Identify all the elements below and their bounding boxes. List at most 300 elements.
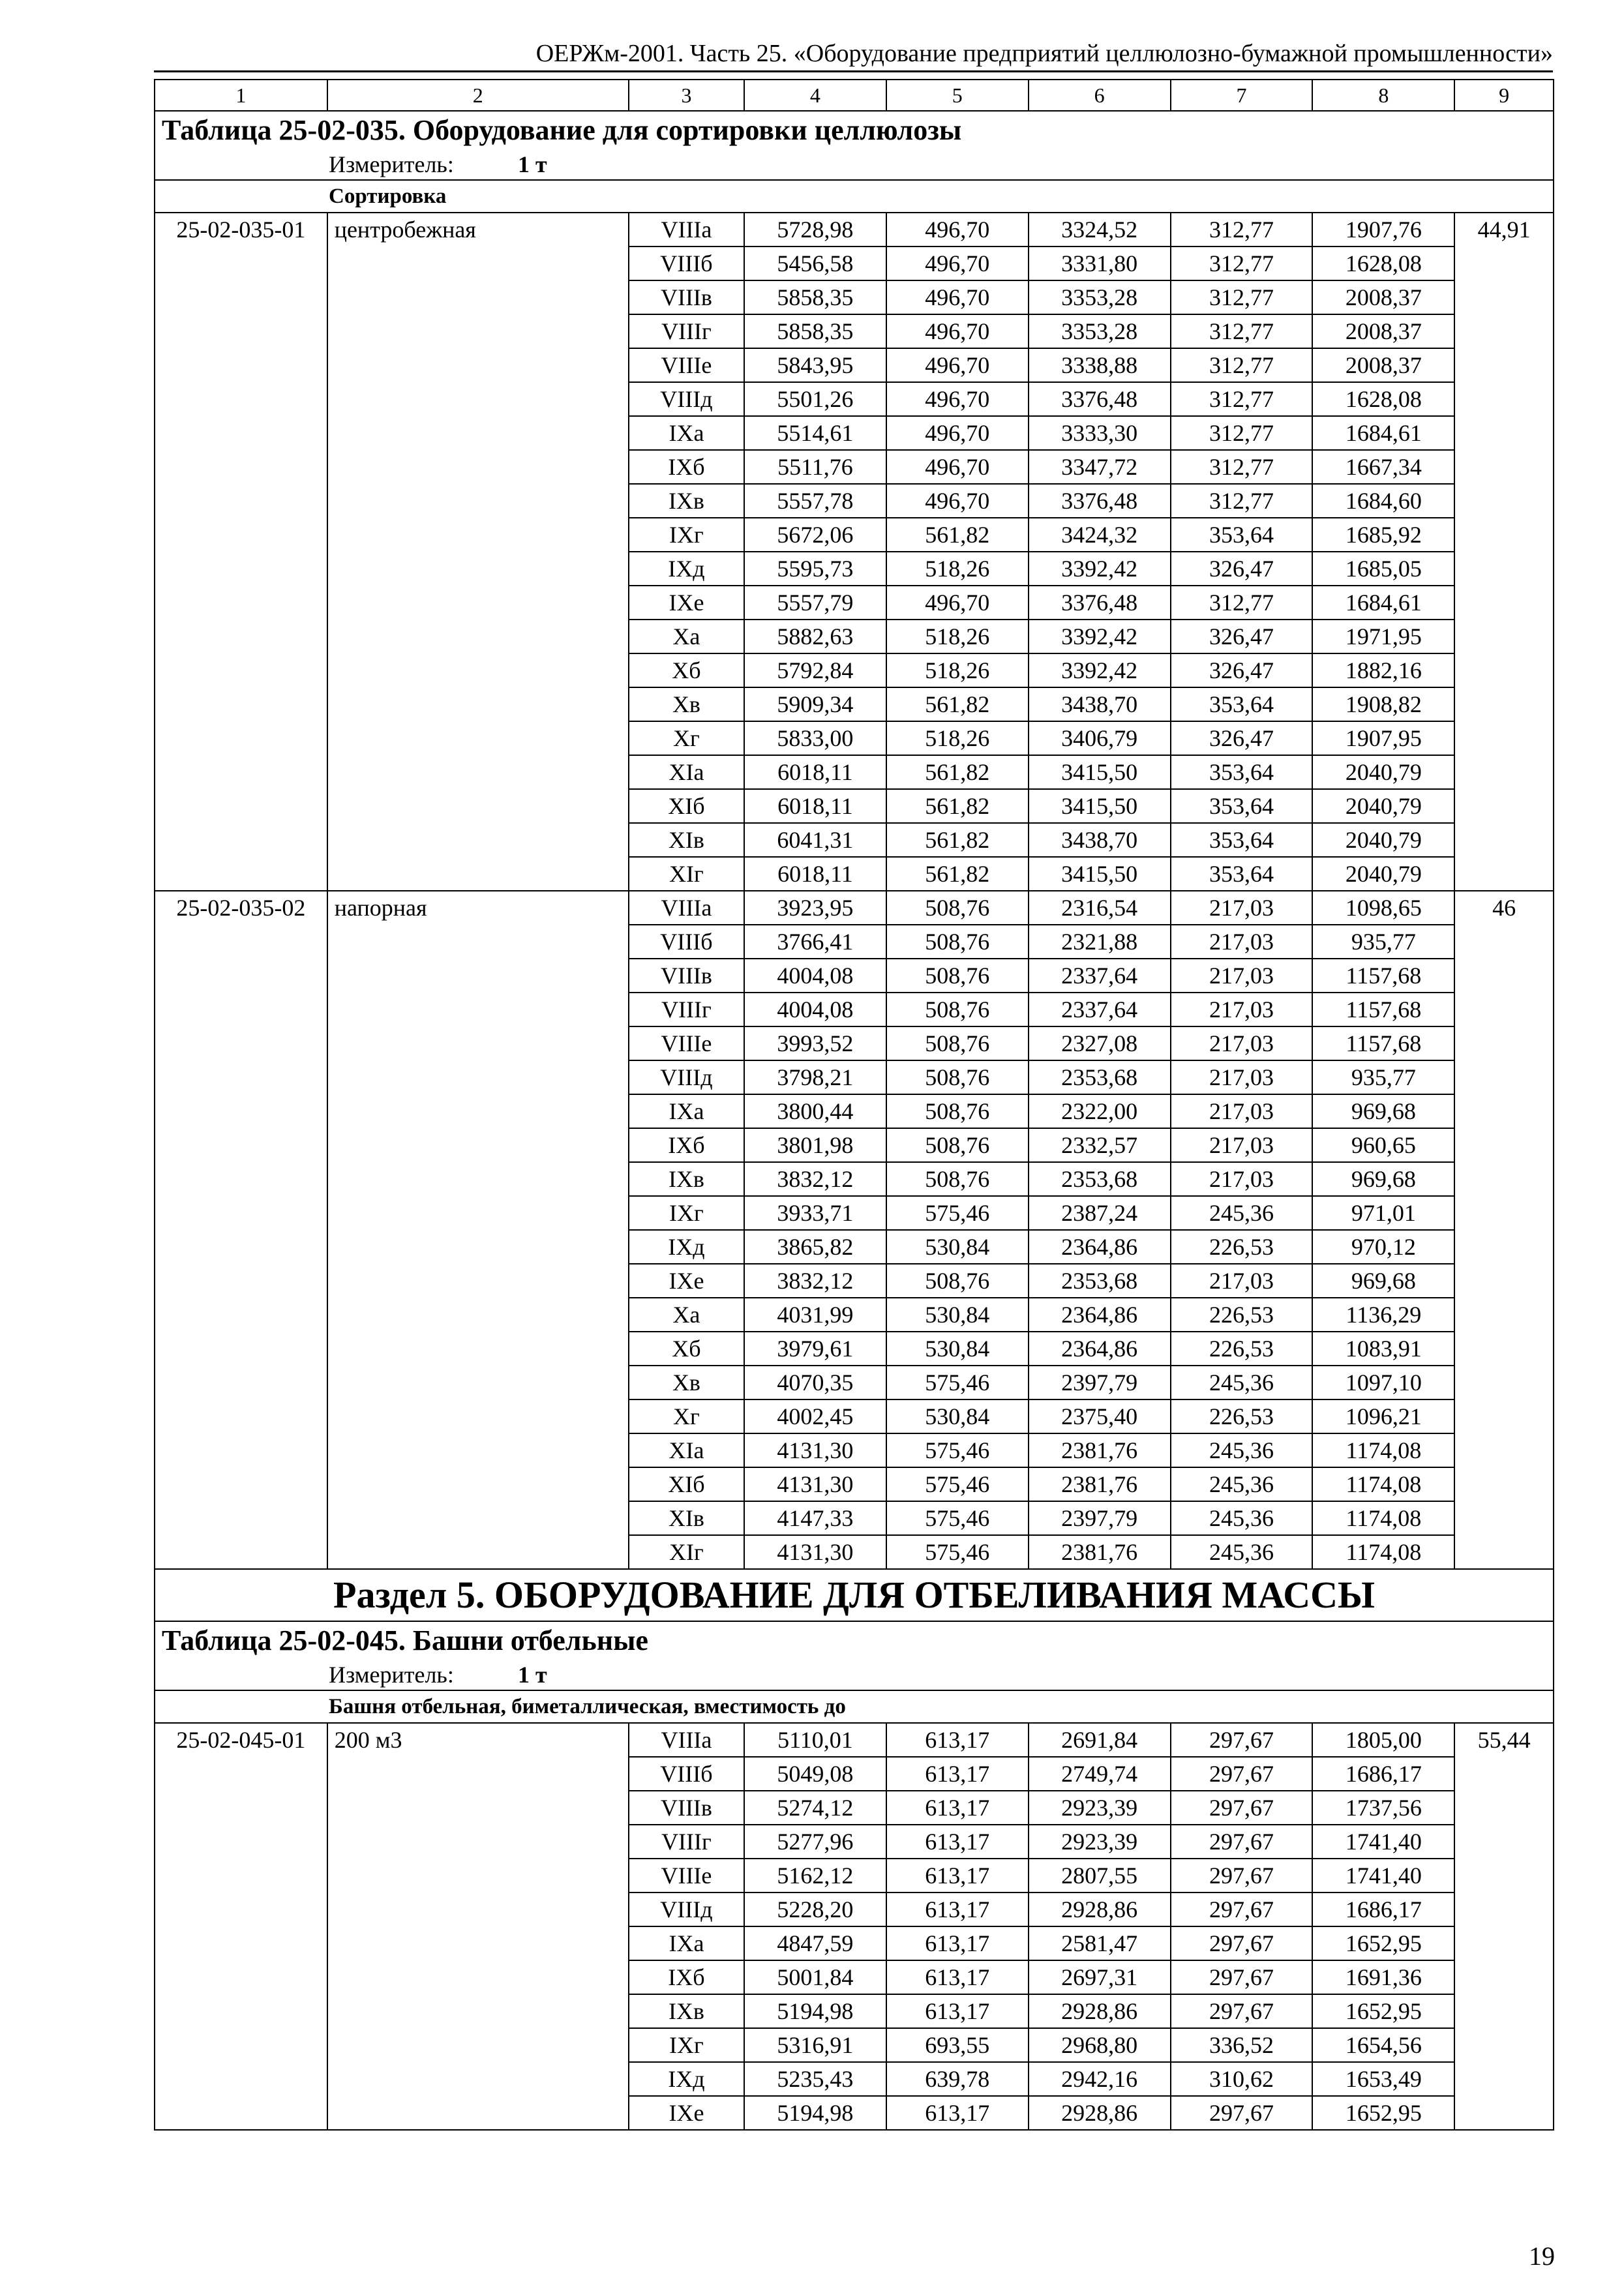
zone-cell: IXб (629, 1960, 744, 1994)
item-code (155, 2062, 327, 2096)
value-cell: 561,82 (886, 518, 1029, 552)
value-cell: 613,17 (886, 1825, 1029, 1859)
table-row (155, 1196, 1554, 1230)
value-cell: 508,76 (886, 1060, 1029, 1094)
value-cell: 1685,05 (1312, 552, 1454, 586)
value-cell: 5792,84 (744, 653, 886, 687)
item-name (327, 1501, 629, 1535)
value-cell: 297,67 (1171, 1791, 1313, 1825)
value-cell: 3438,70 (1029, 823, 1171, 857)
value-cell: 1907,76 (1312, 213, 1454, 247)
item-name (327, 314, 629, 348)
col9-value (1454, 2062, 1554, 2096)
value-cell: 1628,08 (1312, 382, 1454, 416)
table-row (155, 1298, 1554, 1332)
value-cell: 353,64 (1171, 755, 1313, 789)
table-row (155, 789, 1554, 823)
zone-cell: VIIIе (629, 348, 744, 382)
value-cell: 336,52 (1171, 2028, 1313, 2062)
zone-cell: IXд (629, 2062, 744, 2096)
meter-cell (155, 149, 1554, 180)
col9-value (1454, 1926, 1554, 1960)
running-header: ОЕРЖм-2001. Часть 25. «Оборудование предприятий целлюлозно-бумажной промышленности» (535, 40, 1553, 67)
section-row (155, 1569, 1554, 1621)
table-row (155, 1467, 1554, 1501)
value-cell: 518,26 (886, 552, 1029, 586)
item-name (327, 1960, 629, 1994)
value-cell: 1096,21 (1312, 1399, 1454, 1433)
value-cell: 297,67 (1171, 1757, 1313, 1791)
value-cell: 226,53 (1171, 1230, 1313, 1264)
table-row (155, 552, 1554, 586)
col9-value (1454, 1501, 1554, 1535)
table-row (155, 1757, 1554, 1791)
value-cell: 518,26 (886, 721, 1029, 755)
item-name (327, 1230, 629, 1264)
value-cell: 3392,42 (1029, 653, 1171, 687)
item-code: 25-02-035-02 (155, 891, 327, 925)
value-cell: 245,36 (1171, 1366, 1313, 1399)
value-cell: 5514,61 (744, 416, 886, 450)
item-name (327, 1893, 629, 1926)
item-code (155, 789, 327, 823)
table-row (155, 1501, 1554, 1535)
table-row (155, 586, 1554, 620)
value-cell: 5228,20 (744, 1893, 886, 1926)
col9-value (1454, 450, 1554, 484)
table-row (155, 1859, 1554, 1893)
value-cell: 312,77 (1171, 484, 1313, 518)
value-cell: 2691,84 (1029, 1723, 1171, 1757)
table-title: Таблица 25-02-045. Башни отбельные (155, 1621, 1554, 1660)
value-cell: 312,77 (1171, 416, 1313, 450)
col9-value (1454, 1128, 1554, 1162)
value-cell: 3424,32 (1029, 518, 1171, 552)
zone-cell: Xа (629, 1298, 744, 1332)
value-cell: 245,36 (1171, 1535, 1313, 1569)
value-cell: 3392,42 (1029, 552, 1171, 586)
zone-cell: VIIIб (629, 1757, 744, 1791)
value-cell: 1157,68 (1312, 993, 1454, 1026)
value-cell: 1628,08 (1312, 247, 1454, 280)
value-cell: 1805,00 (1312, 1723, 1454, 1757)
price-table (154, 79, 1554, 2131)
value-cell: 1083,91 (1312, 1332, 1454, 1366)
col9-value (1454, 1791, 1554, 1825)
item-code (155, 1926, 327, 1960)
item-code (155, 1399, 327, 1433)
value-cell: 2968,80 (1029, 2028, 1171, 2062)
value-cell: 3415,50 (1029, 789, 1171, 823)
col9-value (1454, 1332, 1554, 1366)
item-code (155, 586, 327, 620)
value-cell: 613,17 (886, 1893, 1029, 1926)
value-cell: 3347,72 (1029, 450, 1171, 484)
col9-value: 46 (1454, 891, 1554, 925)
col9-value (1454, 1298, 1554, 1332)
table-title-row (155, 1621, 1554, 1660)
value-cell: 226,53 (1171, 1332, 1313, 1366)
value-cell: 508,76 (886, 1264, 1029, 1298)
value-cell: 613,17 (886, 1791, 1029, 1825)
item-code (155, 348, 327, 382)
item-name (327, 687, 629, 721)
value-cell: 496,70 (886, 416, 1029, 450)
group-heading-row (155, 180, 1554, 213)
col9-value (1454, 653, 1554, 687)
item-code: 25-02-045-01 (155, 1723, 327, 1757)
col9-value (1454, 823, 1554, 857)
value-cell: 6018,11 (744, 755, 886, 789)
value-cell: 1653,49 (1312, 2062, 1454, 2096)
zone-cell: IXе (629, 1264, 744, 1298)
col9-value: 44,91 (1454, 213, 1554, 247)
table-row (155, 755, 1554, 789)
col9-value: 55,44 (1454, 1723, 1554, 1757)
value-cell: 3933,71 (744, 1196, 886, 1230)
item-name: центробежная (327, 213, 629, 247)
value-cell: 575,46 (886, 1467, 1029, 1501)
value-cell: 4070,35 (744, 1366, 886, 1399)
col9-value (1454, 518, 1554, 552)
item-code (155, 2096, 327, 2130)
zone-cell: IXб (629, 450, 744, 484)
item-code (155, 653, 327, 687)
value-cell: 5274,12 (744, 1791, 886, 1825)
value-cell: 217,03 (1171, 1162, 1313, 1196)
col9-value (1454, 348, 1554, 382)
table-row (155, 857, 1554, 891)
item-name (327, 620, 629, 653)
value-cell: 1686,17 (1312, 1893, 1454, 1926)
item-name (327, 1433, 629, 1467)
table-title-row (155, 111, 1554, 149)
item-code (155, 1196, 327, 1230)
item-name (327, 1926, 629, 1960)
value-cell: 1971,95 (1312, 620, 1454, 653)
value-cell: 5882,63 (744, 620, 886, 653)
col9-value (1454, 789, 1554, 823)
table-row (155, 993, 1554, 1026)
table-row (155, 1825, 1554, 1859)
item-name (327, 2028, 629, 2062)
value-cell: 508,76 (886, 1128, 1029, 1162)
col9-value (1454, 1535, 1554, 1569)
item-code (155, 1433, 327, 1467)
item-name (327, 2096, 629, 2130)
value-cell: 2928,86 (1029, 1893, 1171, 1926)
value-cell: 508,76 (886, 1094, 1029, 1128)
value-cell: 217,03 (1171, 925, 1313, 959)
column-number: 6 (1029, 80, 1171, 111)
zone-cell: IXг (629, 518, 744, 552)
value-cell: 496,70 (886, 484, 1029, 518)
value-cell: 3798,21 (744, 1060, 886, 1094)
value-cell: 4031,99 (744, 1298, 886, 1332)
value-cell: 2008,37 (1312, 348, 1454, 382)
value-cell: 5511,76 (744, 450, 886, 484)
zone-cell: XIв (629, 1501, 744, 1535)
item-name (327, 1128, 629, 1162)
value-cell: 530,84 (886, 1332, 1029, 1366)
col9-value (1454, 1060, 1554, 1094)
zone-cell: VIIIв (629, 280, 744, 314)
value-cell: 2337,64 (1029, 993, 1171, 1026)
item-name (327, 1332, 629, 1366)
value-cell: 5456,58 (744, 247, 886, 280)
col9-value (1454, 280, 1554, 314)
value-cell: 3415,50 (1029, 857, 1171, 891)
item-name (327, 518, 629, 552)
col9-value (1454, 314, 1554, 348)
value-cell: 2316,54 (1029, 891, 1171, 925)
zone-cell: IXг (629, 1196, 744, 1230)
item-name (327, 1825, 629, 1859)
table-row (155, 1128, 1554, 1162)
value-cell: 496,70 (886, 348, 1029, 382)
item-code (155, 552, 327, 586)
value-cell: 6018,11 (744, 789, 886, 823)
zone-cell: VIIIд (629, 1060, 744, 1094)
value-cell: 508,76 (886, 993, 1029, 1026)
value-cell: 5843,95 (744, 348, 886, 382)
value-cell: 353,64 (1171, 687, 1313, 721)
value-cell: 1654,56 (1312, 2028, 1454, 2062)
value-cell: 969,68 (1312, 1264, 1454, 1298)
value-cell: 4004,08 (744, 959, 886, 993)
value-cell: 1174,08 (1312, 1433, 1454, 1467)
col9-value (1454, 1467, 1554, 1501)
value-cell: 217,03 (1171, 1264, 1313, 1298)
value-cell: 575,46 (886, 1433, 1029, 1467)
zone-cell: VIIIг (629, 1825, 744, 1859)
zone-cell: XIа (629, 1433, 744, 1467)
value-cell: 1684,61 (1312, 416, 1454, 450)
value-cell: 4004,08 (744, 993, 886, 1026)
value-cell: 3353,28 (1029, 280, 1171, 314)
zone-cell: Xв (629, 1366, 744, 1399)
table-row (155, 1433, 1554, 1467)
item-code (155, 484, 327, 518)
value-cell: 217,03 (1171, 891, 1313, 925)
col9-value (1454, 484, 1554, 518)
value-cell: 6041,31 (744, 823, 886, 857)
col9-value (1454, 2028, 1554, 2062)
item-code (155, 1332, 327, 1366)
col9-value (1454, 552, 1554, 586)
value-cell: 3333,30 (1029, 416, 1171, 450)
item-code (155, 1757, 327, 1791)
value-cell: 3415,50 (1029, 755, 1171, 789)
value-cell: 496,70 (886, 314, 1029, 348)
table-title: Таблица 25-02-035. Оборудование для сортировки целлюлозы (155, 111, 1554, 149)
meter-cell (155, 1660, 1554, 1690)
col9-value (1454, 1230, 1554, 1264)
page-number: 19 (1529, 2241, 1555, 2271)
item-name (327, 382, 629, 416)
col9-value (1454, 2096, 1554, 2130)
meter-row (155, 1660, 1554, 1690)
col9-value (1454, 382, 1554, 416)
value-cell: 960,65 (1312, 1128, 1454, 1162)
value-cell: 508,76 (886, 925, 1029, 959)
meter-label: Измеритель: (329, 1662, 454, 1688)
value-cell: 353,64 (1171, 857, 1313, 891)
value-cell: 3438,70 (1029, 687, 1171, 721)
zone-cell: VIIIб (629, 925, 744, 959)
table-row (155, 687, 1554, 721)
item-name (327, 1366, 629, 1399)
value-cell: 245,36 (1171, 1433, 1313, 1467)
value-cell: 5316,91 (744, 2028, 886, 2062)
value-cell: 575,46 (886, 1196, 1029, 1230)
value-cell: 613,17 (886, 1994, 1029, 2028)
table-row (155, 1399, 1554, 1433)
table-row (155, 348, 1554, 382)
col9-value (1454, 1960, 1554, 1994)
col9-value (1454, 1094, 1554, 1128)
table-row (155, 247, 1554, 280)
item-code (155, 1825, 327, 1859)
value-cell: 5557,79 (744, 586, 886, 620)
value-cell: 935,77 (1312, 1060, 1454, 1094)
value-cell: 508,76 (886, 1026, 1029, 1060)
value-cell: 5277,96 (744, 1825, 886, 1859)
column-number: 2 (327, 80, 629, 111)
zone-cell: IXв (629, 1162, 744, 1196)
item-code (155, 857, 327, 891)
zone-cell: VIIIа (629, 213, 744, 247)
value-cell: 496,70 (886, 247, 1029, 280)
item-name (327, 1026, 629, 1060)
value-cell: 326,47 (1171, 721, 1313, 755)
value-cell: 1737,56 (1312, 1791, 1454, 1825)
item-code (155, 1162, 327, 1196)
value-cell: 2923,39 (1029, 1791, 1171, 1825)
item-name (327, 247, 629, 280)
table-row (155, 382, 1554, 416)
col9-value (1454, 1366, 1554, 1399)
table-row (155, 2096, 1554, 2130)
value-cell: 5833,00 (744, 721, 886, 755)
value-cell: 312,77 (1171, 348, 1313, 382)
value-cell: 5194,98 (744, 1994, 886, 2028)
zone-cell: IXа (629, 1926, 744, 1960)
table-row (155, 1994, 1554, 2028)
zone-cell: VIIIг (629, 993, 744, 1026)
value-cell: 2332,57 (1029, 1128, 1171, 1162)
item-name (327, 993, 629, 1026)
item-code (155, 314, 327, 348)
value-cell: 4131,30 (744, 1535, 886, 1569)
value-cell: 530,84 (886, 1399, 1029, 1433)
value-cell: 297,67 (1171, 1723, 1313, 1757)
col9-value (1454, 755, 1554, 789)
value-cell: 245,36 (1171, 1467, 1313, 1501)
item-name (327, 721, 629, 755)
value-cell: 561,82 (886, 857, 1029, 891)
table-row (155, 1535, 1554, 1569)
value-cell: 297,67 (1171, 1859, 1313, 1893)
value-cell: 575,46 (886, 1501, 1029, 1535)
zone-cell: IXв (629, 484, 744, 518)
value-cell: 5595,73 (744, 552, 886, 586)
col9-value (1454, 1825, 1554, 1859)
col9-value (1454, 416, 1554, 450)
zone-cell: VIIIв (629, 1791, 744, 1825)
table-row (155, 925, 1554, 959)
value-cell: 3376,48 (1029, 586, 1171, 620)
value-cell: 326,47 (1171, 620, 1313, 653)
zone-cell: Xг (629, 1399, 744, 1433)
table-row (155, 484, 1554, 518)
value-cell: 2381,76 (1029, 1433, 1171, 1467)
item-name (327, 857, 629, 891)
item-name (327, 789, 629, 823)
value-cell: 518,26 (886, 620, 1029, 653)
zone-cell: VIIIг (629, 314, 744, 348)
value-cell: 496,70 (886, 586, 1029, 620)
value-cell: 5110,01 (744, 1723, 886, 1757)
table-row (155, 213, 1554, 247)
table-row (155, 518, 1554, 552)
value-cell: 3865,82 (744, 1230, 886, 1264)
value-cell: 2942,16 (1029, 2062, 1171, 2096)
value-cell: 1882,16 (1312, 653, 1454, 687)
value-cell: 1741,40 (1312, 1825, 1454, 1859)
value-cell: 245,36 (1171, 1196, 1313, 1230)
value-cell: 613,17 (886, 1757, 1029, 1791)
item-name (327, 416, 629, 450)
value-cell: 5557,78 (744, 484, 886, 518)
zone-cell: IXв (629, 1994, 744, 2028)
value-cell: 6018,11 (744, 857, 886, 891)
value-cell: 353,64 (1171, 789, 1313, 823)
value-cell: 217,03 (1171, 1026, 1313, 1060)
value-cell: 613,17 (886, 1960, 1029, 1994)
value-cell: 226,53 (1171, 1298, 1313, 1332)
item-name (327, 552, 629, 586)
item-code (155, 247, 327, 280)
value-cell: 2040,79 (1312, 755, 1454, 789)
meter-label: Измеритель: (329, 151, 454, 177)
value-cell: 297,67 (1171, 1926, 1313, 1960)
value-cell: 2387,24 (1029, 1196, 1171, 1230)
value-cell: 217,03 (1171, 1060, 1313, 1094)
col9-value (1454, 1433, 1554, 1467)
value-cell: 353,64 (1171, 518, 1313, 552)
column-number: 8 (1312, 80, 1454, 111)
zone-cell: IXе (629, 2096, 744, 2130)
value-cell: 3800,44 (744, 1094, 886, 1128)
value-cell: 217,03 (1171, 993, 1313, 1026)
value-cell: 2327,08 (1029, 1026, 1171, 1060)
col9-value (1454, 620, 1554, 653)
item-name (327, 1094, 629, 1128)
value-cell: 2008,37 (1312, 314, 1454, 348)
table-row (155, 1366, 1554, 1399)
value-cell: 575,46 (886, 1535, 1029, 1569)
value-cell: 2807,55 (1029, 1859, 1171, 1893)
item-code (155, 1230, 327, 1264)
item-name (327, 1859, 629, 1893)
col9-value (1454, 925, 1554, 959)
value-cell: 561,82 (886, 755, 1029, 789)
item-code (155, 1298, 327, 1332)
item-code (155, 1467, 327, 1501)
value-cell: 1684,61 (1312, 586, 1454, 620)
value-cell: 5162,12 (744, 1859, 886, 1893)
